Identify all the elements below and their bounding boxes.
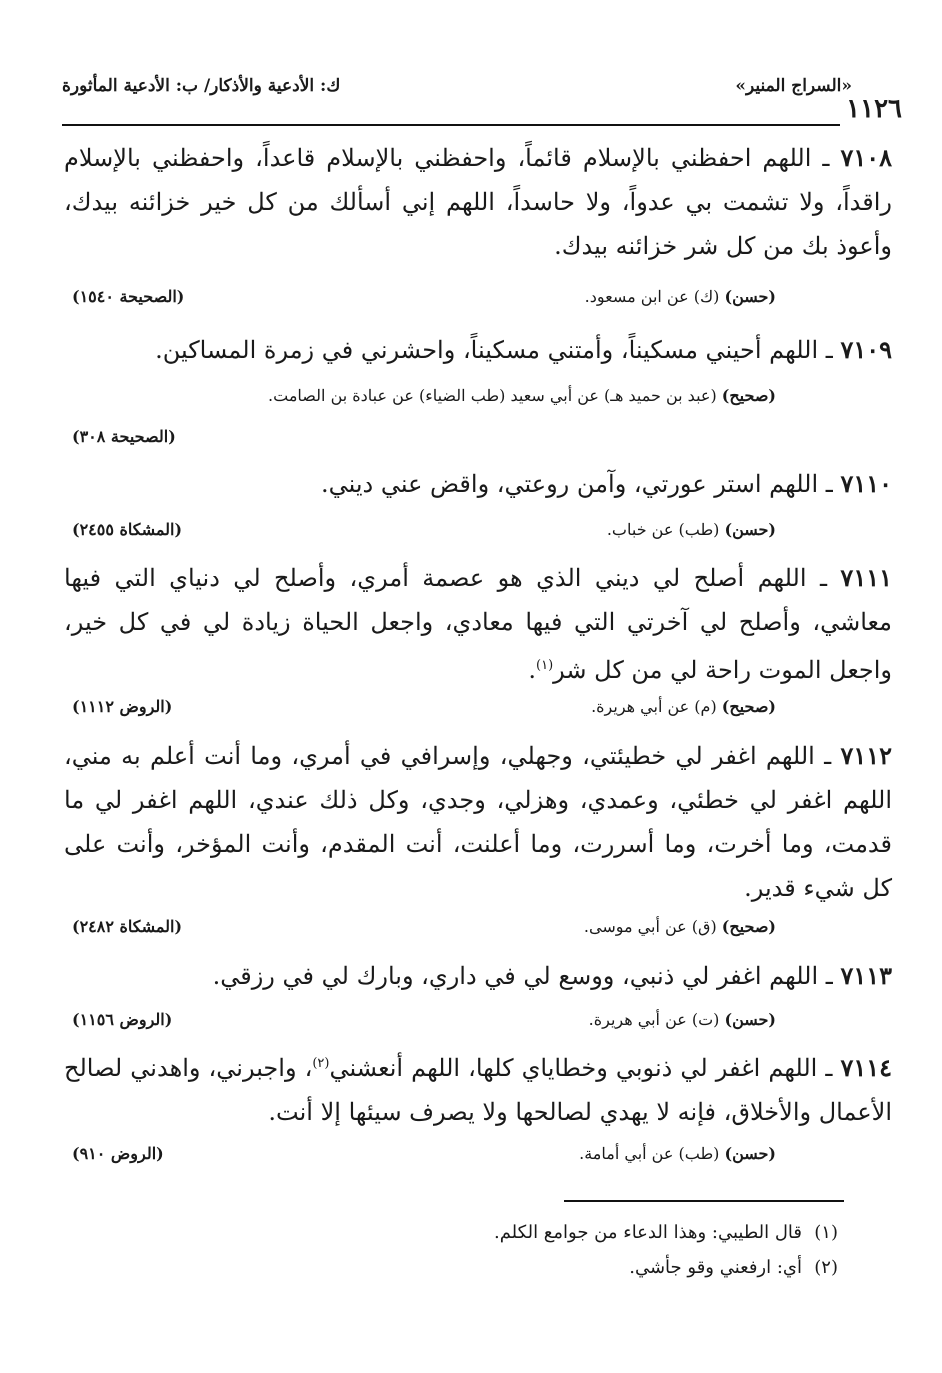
hadith-grade: (صحيح) <box>721 697 776 716</box>
hadith-source: (صحيح) (ق) عن أبي موسى. <box>583 917 776 936</box>
hadith-number: ٧١٠٨ <box>840 143 893 172</box>
hadith-text: اللهم استر عورتي، وآمن روعتي، واقض عني ديني. <box>320 470 819 498</box>
hadith-source: (صحيح) (عبد بن حميد هـ) عن أبي سعيد (طب الضياء) عن عبادة بن الصامت. <box>268 386 776 405</box>
hadith-number: ٧١١٢ <box>840 741 893 770</box>
hadith-text: اللهم اغفر لي ذنوبي وخطاياي كلها، اللهم أنعشني <box>329 1054 818 1082</box>
hadith-reference: (المشكاة ٢٤٥٥) <box>72 520 183 539</box>
hadith-entry-7110: ٧١١٠ ـ اللهم استر عورتي، وآمن روعتي، واقض عني ديني. <box>320 469 892 498</box>
footnote-number: (١) <box>814 1222 838 1243</box>
hadith-source: (صحيح) (م) عن أبي هريرة. <box>591 697 776 716</box>
footnote <box>629 1257 838 1278</box>
hadith-number: ٧١١١ <box>840 563 892 592</box>
page-number: ١١٢٦ <box>846 94 902 124</box>
hadith-number: ٧١١٠ <box>840 469 892 498</box>
hadith-text: اللهم اغفر لي خطيئتي، وجهلي، وإسرافي في أمري، وما أنت أعلم به مني، اللهم اغفر لي خطئي، وعمدي، وهزلي، وجدي، وكل ذلك عندي، اللهم اغفر لي ما قدمت، وما أخرت، وما أسررت، وما أعلنت، أنت المقدم، وأنت المؤخر، وأنت على كل شيء قدير. <box>64 742 892 902</box>
hadith-source: (حسن) (ت) عن أبي هريرة. <box>588 1010 776 1029</box>
hadith-entry-7114: ٧١١٤ ـ اللهم اغفر لي ذنوبي وخطاياي كلها، اللهم أنعشني$^{(٢)}$، واجبرني، واهدني لصالح الأعمال والأخلاق، فإنه لا يهدي لصالحها ولا يصرف سيئها إلا أنت. <box>64 1053 893 1126</box>
hadith-grade: (صحيح) <box>721 386 776 405</box>
hadith-entry-7113: ٧١١٣ ـ اللهم اغفر لي ذنبي، ووسع لي في داري، وبارك لي في رزقي. <box>212 961 892 990</box>
footnote-text: أي: ارفعني وقو جأشي. <box>629 1257 802 1278</box>
book-title: «السراج المنير» <box>735 76 852 96</box>
hadith-text: اللهم أصلح لي ديني الذي هو عصمة أمري، وأصلح لي دنياي التي فيها معاشي، وأصلح لي آخرتي التي فيها معادي، واجعل الحياة زيادة لي في كل خير، واجعل الموت راحة لي من كل شر <box>64 564 892 684</box>
footnote <box>494 1222 838 1243</box>
hadith-grade: (حسن) <box>724 287 776 306</box>
hadith-grade: (حسن) <box>724 1144 776 1163</box>
page-header <box>62 74 902 124</box>
chapter-title: ك: الأدعية والأذكار/ ب: الأدعية المأثورة <box>62 76 341 96</box>
hadith-source: (حسن) (طب) عن خباب. <box>606 520 776 539</box>
hadith-number: ٧١١٣ <box>840 961 892 990</box>
hadith-grade: (صحيح) <box>721 917 776 936</box>
hadith-source: (حسن) (طب) عن أبي أمامة. <box>579 1144 776 1163</box>
hadith-reference: (الروض ٩١٠) <box>72 1144 164 1163</box>
header-rule <box>62 124 840 126</box>
hadith-text: اللهم أحيني مسكيناً، وأمتني مسكيناً، واحشرني في زمرة المساكين. <box>155 336 819 364</box>
hadith-entry-7109: ٧١٠٩ ـ اللهم أحيني مسكيناً، وأمتني مسكيناً، واحشرني في زمرة المساكين. <box>155 335 892 364</box>
hadith-grade: (حسن) <box>724 1010 776 1029</box>
footnote-marker: (١) <box>536 658 554 673</box>
hadith-reference: (الروض ١١٥٦) <box>72 1010 173 1029</box>
hadith-text: اللهم اغفر لي ذنبي، ووسع لي في داري، وبارك لي في رزقي. <box>212 962 819 990</box>
hadith-entry-7108: ٧١٠٨ ـ اللهم احفظني بالإسلام قائماً، واحفظني بالإسلام قاعداً، واحفظني بالإسلام راقداً، ولا تشمت بي عدواً، ولا حاسداً، اللهم إني أسألك من كل خير خزائنه بيدك، وأعوذ بك من كل شر خزائنه بيدك. <box>64 143 893 260</box>
hadith-reference: (الروض ١١١٢) <box>72 697 173 716</box>
hadith-entry-7111: ٧١١١ ـ اللهم أصلح لي ديني الذي هو عصمة أمري، وأصلح لي دنياي التي فيها معاشي، وأصلح لي آخرتي التي فيها معادي، واجعل الحياة زيادة لي في كل خير، واجعل الموت راحة لي من كل شر$^{(١)}$. <box>64 563 892 684</box>
hadith-text: اللهم احفظني بالإسلام قائماً، واحفظني بالإسلام قاعداً، واحفظني بالإسلام راقداً، ولا تشمت بي عدواً، ولا حاسداً، اللهم إني أسألك من كل خير خزائنه بيدك، وأعوذ بك من كل شر خزائنه بيدك. <box>64 144 892 260</box>
hadith-reference: (الصحيحة ١٥٤٠) <box>72 287 185 306</box>
hadith-grade: (حسن) <box>724 520 776 539</box>
footnote-text: قال الطيبي: وهذا الدعاء من جوامع الكلم. <box>493 1222 802 1243</box>
footnote-marker: (٢) <box>312 1056 330 1071</box>
footnote-number: (٢) <box>814 1257 838 1278</box>
hadith-reference: (الصحيحة ٣٠٨) <box>72 427 176 446</box>
hadith-reference: (المشكاة ٢٤٨٢) <box>72 917 183 936</box>
hadith-entry-7112: ٧١١٢ ـ اللهم اغفر لي خطيئتي، وجهلي، وإسرافي في أمري، وما أنت أعلم به مني، اللهم اغفر لي خطئي، وعمدي، وهزلي، وجدي، وكل ذلك عندي، اللهم اغفر لي ما قدمت، وما أخرت، وما أسررت، وما أعلنت، أنت المقدم، وأنت المؤخر، وأنت على كل شيء قدير. <box>64 741 893 902</box>
footnote-rule <box>564 1200 844 1202</box>
hadith-number: ٧١١٤ <box>840 1053 893 1082</box>
hadith-source: (حسن) (ك) عن ابن مسعود. <box>584 287 776 306</box>
hadith-number: ٧١٠٩ <box>840 335 892 364</box>
